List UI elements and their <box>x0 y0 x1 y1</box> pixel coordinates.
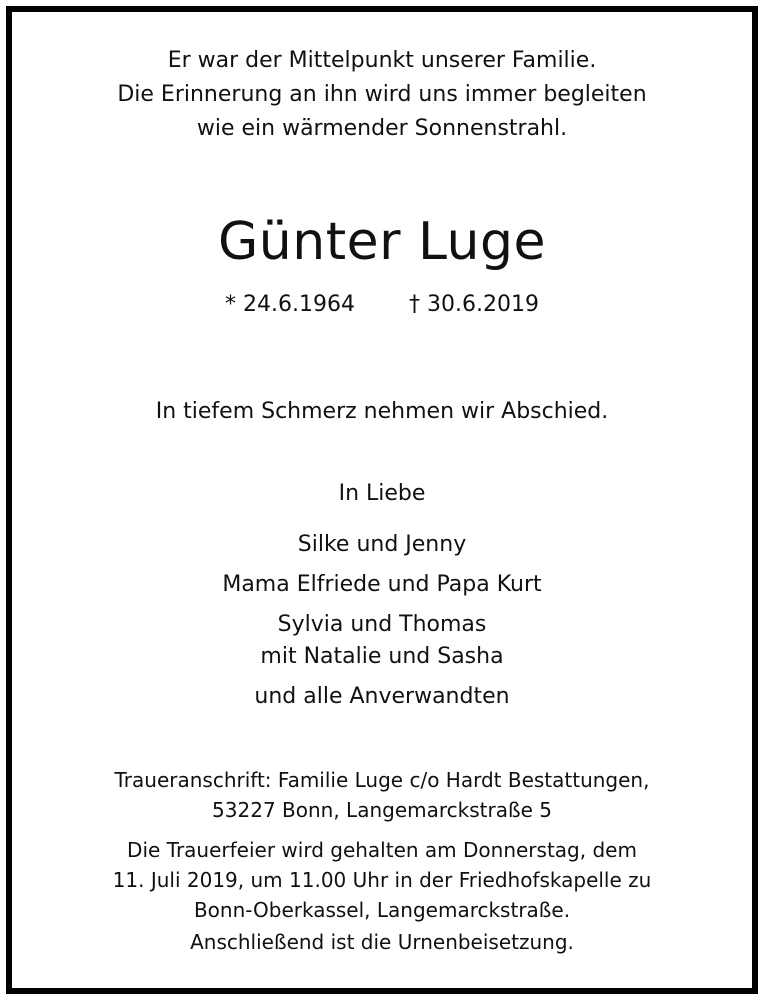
address-line-1: Traueranschrift: Familie Luge c/o Hardt Bestattungen, <box>114 768 650 792</box>
mourner-line: Sylvia und Thomas <box>277 612 487 637</box>
address-line-2: 53227 Bonn, Langemarckstraße 5 <box>212 798 552 822</box>
mourner-line: Silke und Jenny <box>297 532 467 557</box>
farewell-text: In tiefem Schmerz nehmen wir Abschied. <box>155 399 609 424</box>
birth-date: * 24.6.1964 <box>225 292 355 317</box>
ceremony-line-1: Die Trauerfeier wird gehalten am Donnerstag, dem <box>127 838 637 862</box>
love-intro: In Liebe <box>338 481 426 506</box>
life-dates <box>0 292 764 317</box>
mourner-line: und alle Anverwandten <box>254 684 510 709</box>
verse-line-1: Er war der Mittelpunkt unserer Familie. <box>167 48 597 73</box>
ceremony-line-2: 11. Juli 2019, um 11.00 Uhr in der Friedhofskapelle zu <box>112 868 652 892</box>
death-date: † 30.6.2019 <box>409 292 539 317</box>
burial-note: Anschließend ist die Urnenbeisetzung. <box>190 930 574 954</box>
verse-line-2: Die Erinnerung an ihn wird uns immer begleiten <box>117 82 647 107</box>
ceremony-line-3: Bonn-Oberkassel, Langemarckstraße. <box>193 898 571 922</box>
mourner-line: Mama Elfriede und Papa Kurt <box>222 572 542 597</box>
deceased-name: Günter Luge <box>217 212 546 272</box>
mourner-line: mit Natalie und Sasha <box>260 644 504 669</box>
verse-line-3: wie ein wärmender Sonnenstrahl. <box>196 116 568 141</box>
